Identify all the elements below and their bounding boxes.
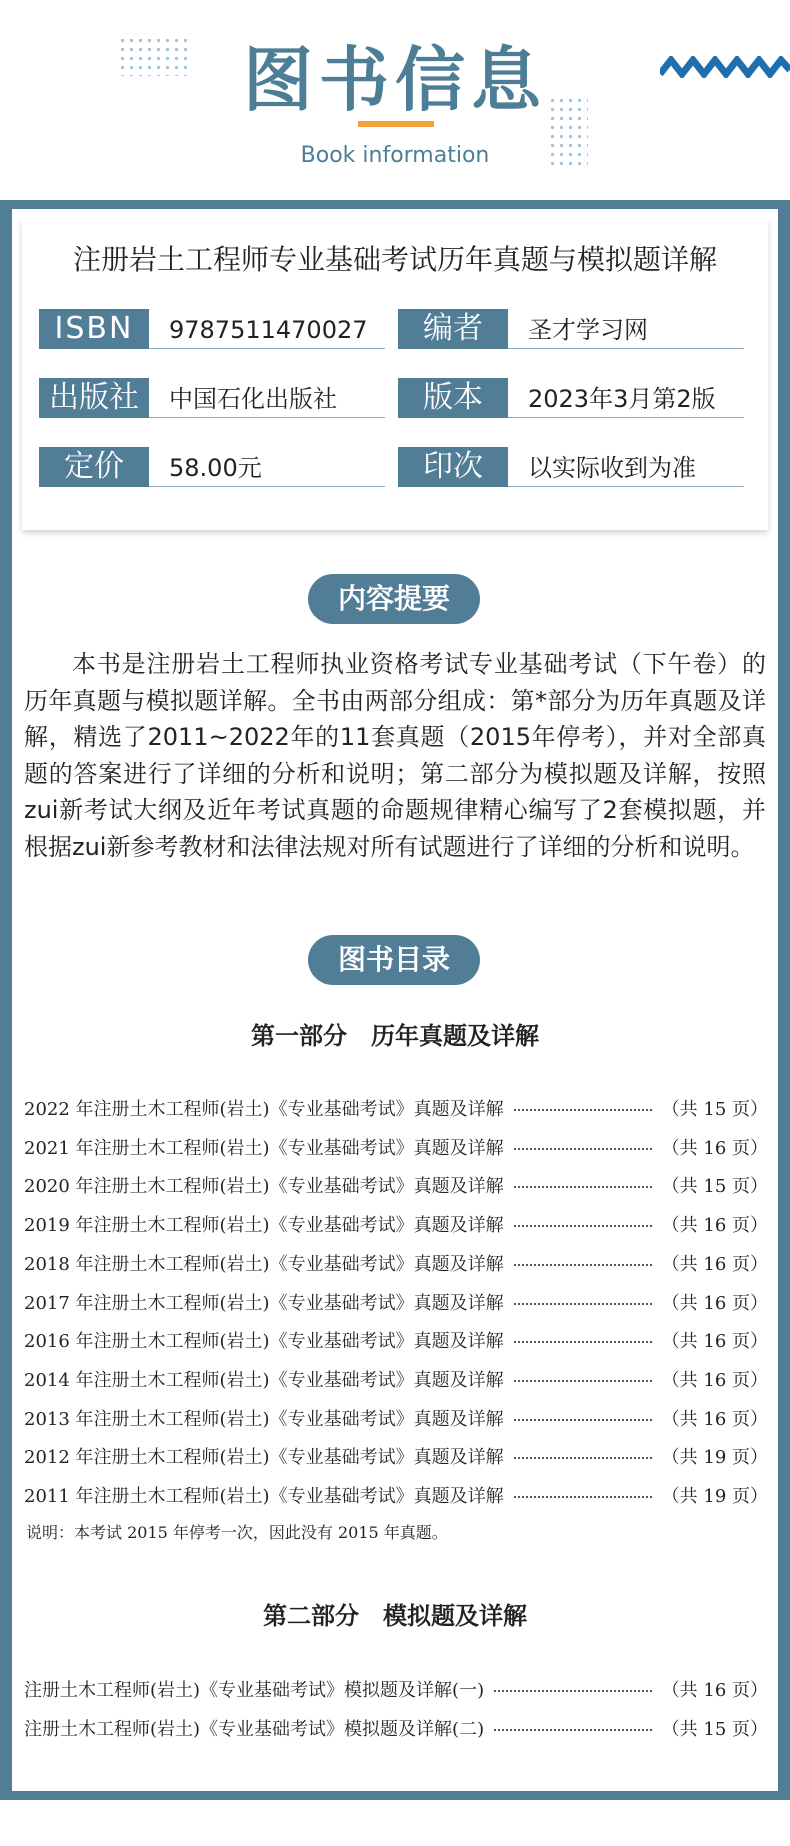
info-value: 9787511470027 [149,309,385,349]
info-label: 编者 [398,309,508,349]
toc-leader-dots [514,1109,652,1111]
toc-item-pages: （共 15 页） [661,1099,768,1120]
toc-item-pages: （共 15 页） [661,1176,768,1198]
toc-part1-title: 第一部分 历年真题及详解 [251,1022,539,1050]
info-value: 中国石化出版社 [149,378,385,418]
toc-note: 说明：本考试 2015 年停考一次，因此没有 2015 年真题。 [26,1523,448,1542]
info-value: 2023年3月第2版 [508,378,744,418]
toc-item-title: 2014 年注册土木工程师(岩土)《专业基础考试》真题及详解 [24,1369,504,1391]
toc-row [24,1209,768,1239]
toc-leader-dots [514,1225,652,1227]
toc-heading: 图书目录 [308,935,480,985]
toc-item-pages: （共 19 页） [661,1447,768,1469]
toc-row [24,1403,768,1433]
toc-row [24,1713,768,1743]
toc-item-title: 2011 年注册土木工程师(岩土)《专业基础考试》真题及详解 [24,1486,504,1507]
info-label: 定价 [39,447,149,487]
title-underline-accent [358,121,434,127]
toc-item-title: 2019 年注册土木工程师(岩土)《专业基础考试》真题及详解 [24,1215,504,1237]
toc-item-pages: （共 19 页） [661,1486,768,1507]
toc-leader-dots [494,1690,652,1692]
toc-item-title: 注册土木工程师(岩土)《专业基础考试》模拟题及详解(二) [24,1718,485,1740]
toc-row [24,1170,768,1200]
info-label: 印次 [398,447,508,487]
page-header [0,0,790,200]
toc-item-title: 2021 年注册土木工程师(岩土)《专业基础考试》真题及详解 [24,1137,504,1159]
summary-heading: 内容提要 [308,574,480,624]
toc-item-pages: （共 16 页） [661,1137,768,1159]
toc-row [24,1364,768,1394]
toc-item-pages: （共 16 页） [661,1215,768,1237]
info-value: 58.00元 [149,447,385,487]
toc-leader-dots [514,1148,652,1150]
info-label: 版本 [398,378,508,418]
toc-part2-title: 第二部分 模拟题及详解 [263,1602,527,1630]
info-value: 圣才学习网 [508,309,744,349]
toc-row [24,1325,768,1355]
toc-item-pages: （共 16 页） [661,1369,768,1391]
toc-row [24,1674,768,1704]
page-subtitle: Book information [300,143,490,168]
info-label: ISBN [39,309,149,349]
info-value: 以实际收到为准 [508,447,744,487]
toc-item-pages: （共 16 页） [661,1331,768,1353]
toc-item-pages: （共 16 页） [661,1253,768,1275]
info-label: 出版社 [39,378,149,418]
book-title: 注册岩土工程师专业基础考试历年真题与模拟题详解 [72,243,717,276]
toc-item-title: 2022 年注册土木工程师(岩土)《专业基础考试》真题及详解 [24,1099,504,1120]
toc-item-pages: （共 16 页） [661,1292,768,1314]
toc-item-title: 2017 年注册土木工程师(岩土)《专业基础考试》真题及详解 [24,1292,504,1314]
toc-leader-dots [514,1496,652,1498]
toc-row [24,1132,768,1162]
toc-row [24,1287,768,1317]
toc-item-pages: （共 15 页） [661,1718,768,1740]
toc-leader-dots [514,1186,652,1188]
toc-row [24,1441,768,1471]
toc-leader-dots [514,1303,652,1305]
toc-item-title: 2012 年注册土木工程师(岩土)《专业基础考试》真题及详解 [24,1447,504,1469]
toc-row [24,1480,768,1510]
toc-item-title: 2016 年注册土木工程师(岩土)《专业基础考试》真题及详解 [24,1331,504,1353]
toc-leader-dots [514,1457,652,1459]
toc-item-title: 2018 年注册土木工程师(岩土)《专业基础考试》真题及详解 [24,1253,504,1275]
toc-leader-dots [514,1264,652,1266]
page-title: 图书信息 [243,39,547,121]
toc-row [24,1093,768,1123]
toc-item-title: 2020 年注册土木工程师(岩土)《专业基础考试》真题及详解 [24,1176,504,1198]
toc-leader-dots [514,1380,652,1382]
toc-item-pages: （共 16 页） [661,1680,768,1701]
toc-leader-dots [494,1729,652,1731]
toc-item-title: 2013 年注册土木工程师(岩土)《专业基础考试》真题及详解 [24,1408,504,1430]
summary-text: 本书是注册岩土工程师执业资格考试专业基础考试（下午卷）的历年真题与模拟题详解。全书由两部分组成：第*部分为历年真题及详解，精选了2011~2022年的11套真题（2015年停考），并对全部真题的答案进行了详细的分析和说明；第二部分为模拟题及详解，按照zui新考试大纲及近年考试真题的命题规律精心编写了2套模拟题，并根据zui新参考教材和法律法规对所有试题进行了详细的分析和说明。 [24,650,766,861]
toc-item-pages: （共 16 页） [661,1408,768,1430]
toc-leader-dots [514,1419,652,1421]
toc-leader-dots [514,1341,652,1343]
toc-item-title: 注册土木工程师(岩土)《专业基础考试》模拟题及详解(一) [24,1680,485,1701]
toc-row [24,1248,768,1278]
